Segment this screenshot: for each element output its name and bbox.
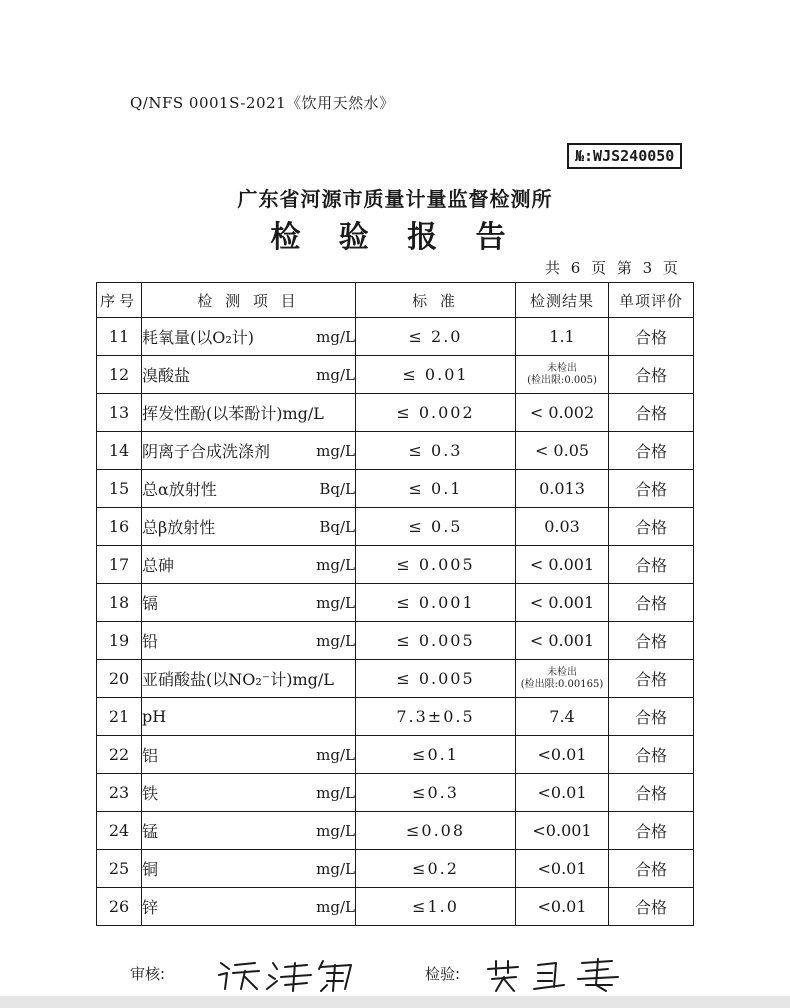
test-item-name: 镉 [142, 594, 159, 613]
bottom-scroll-strip [0, 996, 790, 1008]
evaluation: 合格 [609, 318, 694, 356]
test-result [516, 356, 609, 394]
standard-limit: ≤0.08 [356, 812, 516, 850]
evaluation: 合格 [609, 812, 694, 850]
test-item-name: 锌 [142, 898, 159, 917]
table-row [97, 470, 694, 508]
test-item-name: 阴离子合成洗涤剂 [142, 442, 271, 461]
test-item-name: 总砷 [142, 556, 175, 575]
test-result: 1.1 [516, 318, 609, 356]
test-item [142, 622, 356, 660]
evaluation: 合格 [609, 888, 694, 926]
table-row [97, 318, 694, 356]
institute-name: 广东省河源市质量计量监督检测所 [237, 187, 553, 211]
reviewer-signature [215, 955, 375, 995]
row-number: 21 [97, 698, 142, 736]
inspector-label: 检验: [425, 965, 461, 983]
evaluation: 合格 [609, 774, 694, 812]
test-item-unit: mg/L [316, 593, 355, 612]
col-header-no: 序号 [97, 283, 142, 318]
evaluation: 合格 [609, 622, 694, 660]
test-item-name: pH [142, 707, 167, 726]
page-info: 共 6 页 第 3 页 [545, 259, 681, 277]
row-number: 26 [97, 888, 142, 926]
report-title: 检 验 报 告 [270, 220, 520, 255]
test-item [142, 736, 356, 774]
test-item [142, 584, 356, 622]
test-item [142, 470, 356, 508]
test-result: 0.013 [516, 470, 609, 508]
test-item [142, 660, 356, 698]
standard-limit: ≤0.2 [356, 850, 516, 888]
detection-limit-note: (检出限:0.005) [527, 374, 597, 386]
test-item-name: 挥发性酚(以苯酚计)mg/L [142, 404, 324, 423]
test-item [142, 546, 356, 584]
standard-limit: ≤ 0.5 [356, 508, 516, 546]
row-number: 15 [97, 470, 142, 508]
row-number: 18 [97, 584, 142, 622]
test-result: < 0.001 [516, 584, 609, 622]
standard-limit: ≤ 0.005 [356, 660, 516, 698]
row-number: 20 [97, 660, 142, 698]
standard-limit: ≤ 0.005 [356, 546, 516, 584]
standard-limit: ≤ 0.1 [356, 470, 516, 508]
reviewer-label: 审核: [130, 965, 166, 983]
row-number: 17 [97, 546, 142, 584]
row-number: 25 [97, 850, 142, 888]
test-item-name: 总α放射性 [142, 480, 217, 499]
table-body [97, 318, 694, 926]
signature-row [0, 955, 790, 995]
standard-limit: ≤ 0.005 [356, 622, 516, 660]
table-row [97, 736, 694, 774]
test-item-unit: mg/L [316, 897, 355, 916]
table-header-row [97, 283, 694, 318]
row-number: 13 [97, 394, 142, 432]
standard-limit: ≤0.3 [356, 774, 516, 812]
evaluation: 合格 [609, 698, 694, 736]
table-row [97, 356, 694, 394]
table-row [97, 850, 694, 888]
test-result: <0.01 [516, 888, 609, 926]
test-item-name: 铅 [142, 632, 159, 651]
test-item-unit: mg/L [316, 327, 355, 346]
test-item [142, 774, 356, 812]
test-result: < 0.002 [516, 394, 609, 432]
col-header-evaluation: 单项评价 [609, 283, 694, 318]
evaluation: 合格 [609, 356, 694, 394]
col-header-standard: 标 准 [356, 283, 516, 318]
row-number: 22 [97, 736, 142, 774]
evaluation: 合格 [609, 508, 694, 546]
evaluation: 合格 [609, 660, 694, 698]
test-item [142, 850, 356, 888]
result-value: 未检出 [547, 362, 577, 374]
standard-limit: ≤ 2.0 [356, 318, 516, 356]
test-item-name: 溴酸盐 [142, 366, 191, 385]
test-item [142, 318, 356, 356]
table-row [97, 698, 694, 736]
test-item-name: 铝 [142, 746, 159, 765]
test-item-name: 耗氧量(以O₂计) [142, 328, 255, 347]
test-item-unit: mg/L [316, 441, 355, 460]
evaluation: 合格 [609, 432, 694, 470]
table-row [97, 584, 694, 622]
evaluation: 合格 [609, 850, 694, 888]
test-results-table [96, 282, 694, 926]
test-item [142, 432, 356, 470]
standard-reference: Q/NFS 0001S-2021《饮用天然水》 [130, 94, 395, 112]
result-value: 未检出 [547, 666, 577, 678]
test-result: 0.03 [516, 508, 609, 546]
test-result: <0.01 [516, 850, 609, 888]
evaluation: 合格 [609, 584, 694, 622]
standard-limit: ≤0.1 [356, 736, 516, 774]
test-item-unit: mg/L [316, 821, 355, 840]
standard-limit: ≤ 0.3 [356, 432, 516, 470]
table-row [97, 774, 694, 812]
table-row [97, 812, 694, 850]
test-item-name: 总β放射性 [142, 518, 216, 537]
row-number: 24 [97, 812, 142, 850]
table-row [97, 546, 694, 584]
test-item-unit: Bq/L [319, 479, 355, 498]
row-number: 14 [97, 432, 142, 470]
evaluation: 合格 [609, 736, 694, 774]
standard-limit: ≤ 0.001 [356, 584, 516, 622]
row-number: 19 [97, 622, 142, 660]
test-result: <0.01 [516, 736, 609, 774]
test-item [142, 888, 356, 926]
test-item-name: 铜 [142, 860, 159, 879]
col-header-result: 检测结果 [516, 283, 609, 318]
table-row [97, 394, 694, 432]
inspector-signature [482, 955, 632, 995]
test-item-name: 铁 [142, 784, 159, 803]
report-number-box: №:WJS240050 [567, 143, 682, 169]
test-result: <0.01 [516, 774, 609, 812]
table-row [97, 508, 694, 546]
test-result: < 0.05 [516, 432, 609, 470]
test-item [142, 356, 356, 394]
test-item-unit: mg/L [316, 365, 355, 384]
test-item [142, 508, 356, 546]
standard-limit: ≤1.0 [356, 888, 516, 926]
row-number: 12 [97, 356, 142, 394]
detection-limit-note: (检出限:0.00165) [520, 678, 604, 690]
test-result: <0.001 [516, 812, 609, 850]
test-result [516, 660, 609, 698]
evaluation: 合格 [609, 470, 694, 508]
evaluation: 合格 [609, 546, 694, 584]
table-row [97, 622, 694, 660]
test-item [142, 698, 356, 736]
test-item-name: 锰 [142, 822, 159, 841]
row-number: 16 [97, 508, 142, 546]
test-item-unit: mg/L [316, 631, 355, 650]
row-number: 23 [97, 774, 142, 812]
test-result: < 0.001 [516, 622, 609, 660]
test-item-unit: mg/L [316, 745, 355, 764]
test-item-unit: mg/L [316, 555, 355, 574]
test-item-unit: mg/L [316, 859, 355, 878]
test-item-unit: Bq/L [319, 517, 355, 536]
test-item-unit: mg/L [316, 783, 355, 802]
table-row [97, 660, 694, 698]
test-result: < 0.001 [516, 546, 609, 584]
standard-limit: ≤ 0.002 [356, 394, 516, 432]
evaluation: 合格 [609, 394, 694, 432]
test-item-name: 亚硝酸盐(以NO₂⁻计)mg/L [142, 670, 334, 689]
test-item [142, 812, 356, 850]
col-header-item: 检 测 项 目 [142, 283, 356, 318]
standard-limit: 7.3±0.5 [356, 698, 516, 736]
test-result: 7.4 [516, 698, 609, 736]
standard-limit: ≤ 0.01 [356, 356, 516, 394]
test-item [142, 394, 356, 432]
table-row [97, 432, 694, 470]
row-number: 11 [97, 318, 142, 356]
table-row [97, 888, 694, 926]
